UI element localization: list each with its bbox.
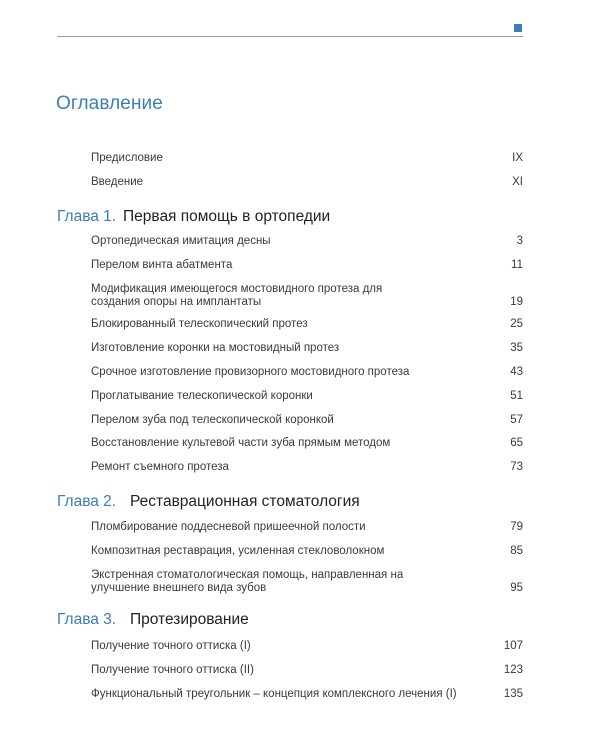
toc-entry[interactable] — [91, 283, 523, 309]
toc-entry-title: Модификация имеющегося мостовидного протеза для создания опоры на имплантаты — [91, 283, 383, 308]
toc-entry-title: Ремонт съемного протеза — [91, 461, 229, 473]
toc-entry[interactable] — [91, 640, 523, 653]
toc-entry-title: Восстановление культевой части зуба прямым методом — [91, 437, 391, 449]
toc-entry-page: 57 — [510, 414, 523, 426]
toc-entry[interactable] — [91, 688, 523, 701]
toc-entry-title: Проглатывание телескопической коронки — [91, 390, 313, 402]
toc-entry[interactable] — [91, 545, 523, 558]
toc-entry-page: 85 — [510, 545, 523, 557]
toc-entry-page: 35 — [510, 342, 523, 354]
toc-entry-page: 95 — [510, 582, 523, 594]
toc-entry-title: Экстренная стоматологическая помощь, направленная на улучшение внешнего вида зубов — [91, 569, 404, 594]
toc-entry-preface[interactable] — [91, 152, 523, 165]
toc-entry-page: 19 — [510, 296, 523, 308]
toc-entry-title: Получение точного оттиска (I) — [91, 640, 251, 652]
toc-entry-title: Пломбирование поддесневой пришеечной полости — [91, 521, 366, 533]
chapter-title: Реставрационная стоматология — [130, 493, 360, 510]
toc-entry-page: 51 — [510, 390, 523, 402]
toc-entry-title: Перелом винта абатмента — [91, 259, 233, 271]
toc-entry-title: Изготовление коронки на мостовидный протез — [91, 342, 340, 354]
toc-entry-page: 3 — [516, 235, 523, 247]
toc-entry-page: 79 — [510, 521, 523, 533]
toc-entry-page: 11 — [511, 259, 523, 271]
toc-entry-title: Блокированный телескопический протез — [91, 318, 308, 330]
toc-entry[interactable] — [91, 569, 523, 595]
toc-entry-title: Предисловие — [91, 152, 163, 164]
toc-entry[interactable] — [91, 342, 523, 355]
toc-entry-page: IX — [512, 152, 523, 164]
toc-entry-introduction[interactable] — [91, 176, 523, 189]
chapter-heading-2[interactable] — [57, 493, 523, 511]
toc-entry[interactable] — [91, 318, 523, 331]
toc-entry[interactable] — [91, 461, 523, 474]
toc-entry-page: 25 — [510, 318, 523, 330]
toc-entry[interactable] — [91, 664, 523, 677]
toc-entry-page: XI — [512, 176, 523, 188]
toc-entry-page: 107 — [503, 640, 523, 652]
corner-square-marker — [514, 24, 522, 32]
toc-entry-title: Перелом зуба под телескопической коронкой — [91, 414, 334, 426]
chapter-number: Глава 3. — [57, 611, 117, 628]
toc-entry-page: 123 — [503, 664, 523, 676]
chapter-heading-3[interactable] — [57, 611, 523, 629]
toc-entry[interactable] — [91, 437, 523, 450]
chapter-number: Глава 2. — [57, 493, 117, 510]
toc-title: Оглавление — [56, 93, 163, 114]
toc-entry-page: 65 — [510, 437, 523, 449]
toc-entry-page: 43 — [510, 366, 523, 378]
toc-entry[interactable] — [91, 414, 523, 427]
toc-entry-title: Композитная реставрация, усиленная стекловолокном — [91, 545, 385, 557]
toc-entry-title: Получение точного оттиска (II) — [91, 664, 254, 676]
toc-entry[interactable] — [91, 235, 523, 248]
chapter-title: Первая помощь в ортопедии — [123, 208, 331, 225]
toc-entry[interactable] — [91, 366, 523, 379]
header-rule — [57, 36, 523, 37]
toc-entry[interactable] — [91, 259, 523, 272]
chapter-title: Протезирование — [130, 611, 249, 628]
toc-entry-title: Введение — [91, 176, 144, 188]
toc-entry-page: 135 — [503, 688, 523, 700]
toc-entry[interactable] — [91, 521, 523, 534]
toc-entry-title: Функциональный треугольник – концепция комплексного лечения (I) — [91, 688, 457, 700]
toc-entry[interactable] — [91, 390, 523, 403]
toc-entry-title: Ортопедическая имитация десны — [91, 235, 271, 247]
chapter-number: Глава 1. — [57, 208, 117, 225]
toc-entry-title: Срочное изготовление провизорного мостовидного протеза — [91, 366, 410, 378]
toc-entry-page: 73 — [510, 461, 523, 473]
chapter-heading-1[interactable] — [57, 208, 523, 226]
